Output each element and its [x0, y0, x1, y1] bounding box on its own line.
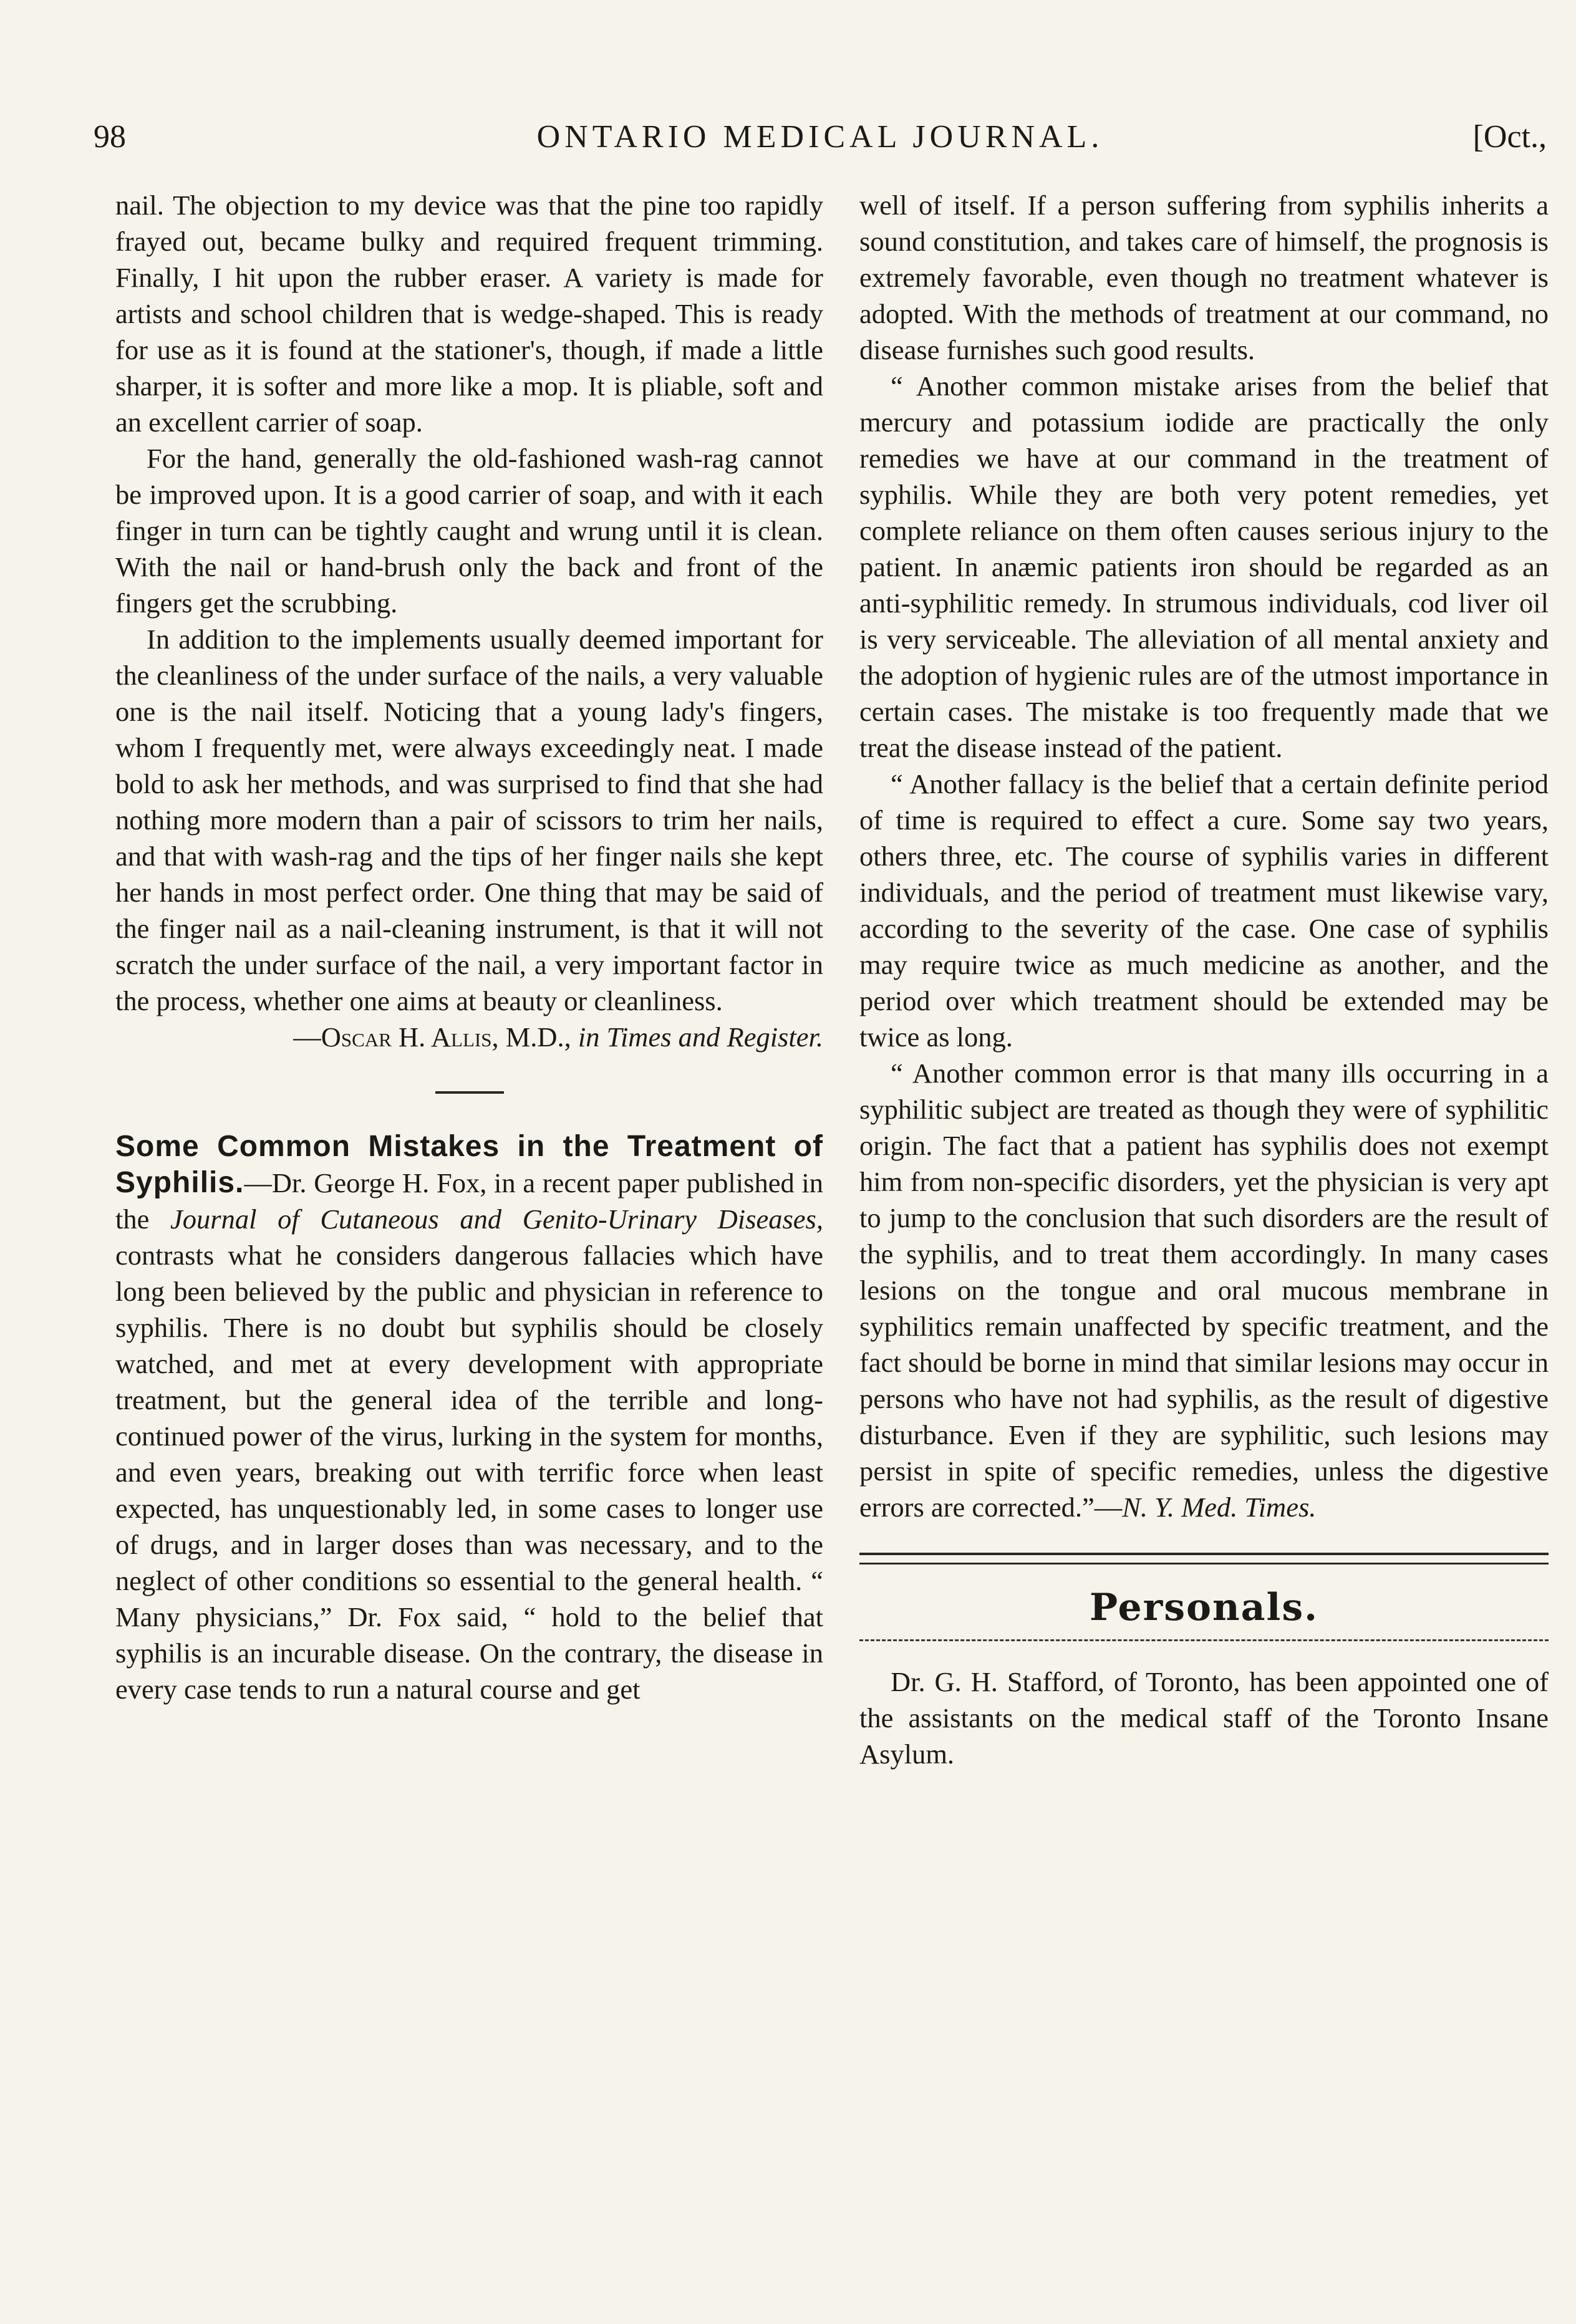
- signature-source: in Times and Register.: [578, 1021, 823, 1053]
- running-header: [94, 118, 1547, 168]
- right-column: [859, 187, 1549, 1772]
- paragraph: “ Another common mistake arises from the belief that mercury and potassium iodide are practically the only remedies we have at our command in the treatment of syphilis. While they are both very potent remedies, yet complete reliance on them often causes serious injury to the patient. In anæmic patients iron should be regarded as an anti-syphilitic remedy. In strumous individuals, cod liver oil is very serviceable. The alleviation of all mental anxiety and the adoption of hygienic rules are of the utmost importance in certain cases. The mistake is too frequently made that we treat the disease instead of the patient.: [859, 370, 1549, 763]
- paragraph: well of itself. If a person suffering from syphilis inherits a sound constitution, and takes care of himself, the prognosis is extremely favorable, even though no treatment whatever is adopted. With the methods of treatment at our command, no disease furnishes such good results.: [859, 190, 1549, 365]
- paragraph: [859, 1055, 1549, 1525]
- section-divider: [859, 1553, 1549, 1565]
- paragraph: In addition to the implements usually deemed important for the cleanliness of the under surface of the nails, a very valuable one is the nail itself. Noticing that a young lady's fingers, whom I frequently met, were always exceedingly neat. I made bold to ask her methods, and was surprised to find that she had nothing more modern than a pair of scissors to trim her nails, and that with wash-rag and the tips of her finger nails she kept her hands in most perfect order. One thing that may be said of the finger nail as a nail-cleaning instrument, is that it will not scratch the under surface of the nail, a very important factor in the process, whether one aims at beauty or cleanliness.: [115, 624, 823, 1016]
- article-intro-continued: contrasts what he considers dangerous fallacies which have long been believed by the public and physician in reference to syphilis. There is no doubt but syphilis should be closely watched, and met at every development with appropriate treatment, but the general idea of the terrible and long-continued power of the virus, lurking in the system for months, and even years, breaking out with terrific force when least expected, has unquestionably led, in some cases to longer use of drugs, and in larger doses than was necessary, and to the neglect of other conditions so essential to the general health. “ Many physicians,” Dr. Fox said, “ hold to the belief that syphilis is an incurable disease. On the contrary, the disease in every case tends to run a natural course and get: [115, 1240, 823, 1705]
- signature-dash: —: [293, 1021, 321, 1053]
- paragraph-text: “ Another common error is that many ills occurring in a syphilitic subject are treated as though they were of syphilitic origin. The fact that a patient has syphilis does not exempt him from non-specific disorders, yet the physician is very apt to jump to the conclusion that such disorders are the result of the syphilis, and to treat them accordingly. In many cases lesions on the tongue and oral mucous membrane in syphilitics remain unaffected by specific treatment, and the fact should be borne in mind that similar lesions may occur in persons who have not had syphilis, as the result of digestive disturbance. Even if they are syphilitic, such lesions may persist in spite of specific remedies, unless the digestive errors are corrected.”—: [859, 1058, 1549, 1523]
- journal-name: Journal of Cutaneous and Genito-Urinary Diseases,: [170, 1203, 824, 1235]
- page-number: 98: [94, 119, 126, 155]
- divider: [435, 1091, 504, 1094]
- article-lead: [115, 1129, 823, 1707]
- article-signature: [115, 1019, 823, 1055]
- signature-author: Oscar H. Allis, M.D.,: [321, 1021, 571, 1053]
- article-intro: —Dr. George H. Fox, in a recent paper published in the: [115, 1167, 823, 1235]
- left-column: [115, 187, 823, 1707]
- section-heading: Personals.: [1089, 1586, 1319, 1629]
- journal-title: ONTARIO MEDICAL JOURNAL.: [536, 119, 1104, 155]
- paragraph: nail. The objection to my device was that the pine too rapidly frayed out, became bulky and required frequent trimming. Finally, I hit upon the rubber eraser. A variety is made for artists and school children that is wedge-shaped. This is ready for use as it is found at the stationer's, though, if made a little sharper, it is softer and more like a mop. It is pliable, soft and an excellent carrier of soap.: [115, 190, 823, 438]
- paragraph: Dr. G. H. Stafford, of Toronto, has been appointed one of the assistants on the medical staff of the Toronto Insane Asylum.: [859, 1666, 1549, 1770]
- article-title: Some Common Mistakes in the Treatment of Syphilis.: [115, 1130, 823, 1199]
- dashed-divider: [859, 1639, 1549, 1641]
- paragraph: For the hand, generally the old-fashioned wash-rag cannot be improved upon. It is a good carrier of soap, and with it each finger in turn can be tightly caught and wrung until it is clean. With the nail or hand-brush only the back and front of the fingers get the scrubbing.: [115, 443, 823, 619]
- citation-source: N. Y. Med. Times.: [1122, 1492, 1317, 1523]
- paragraph: “ Another fallacy is the belief that a certain definite period of time is required to effect a cure. Some say two years, others three, etc. The course of syphilis varies in different individuals, and the period of treatment must likewise vary, according to the severity of the case. One case of syphilis may require twice as much medicine as another, and the period over which treatment should be extended may be twice as long.: [859, 768, 1549, 1053]
- issue-month: [Oct.,: [1472, 119, 1547, 155]
